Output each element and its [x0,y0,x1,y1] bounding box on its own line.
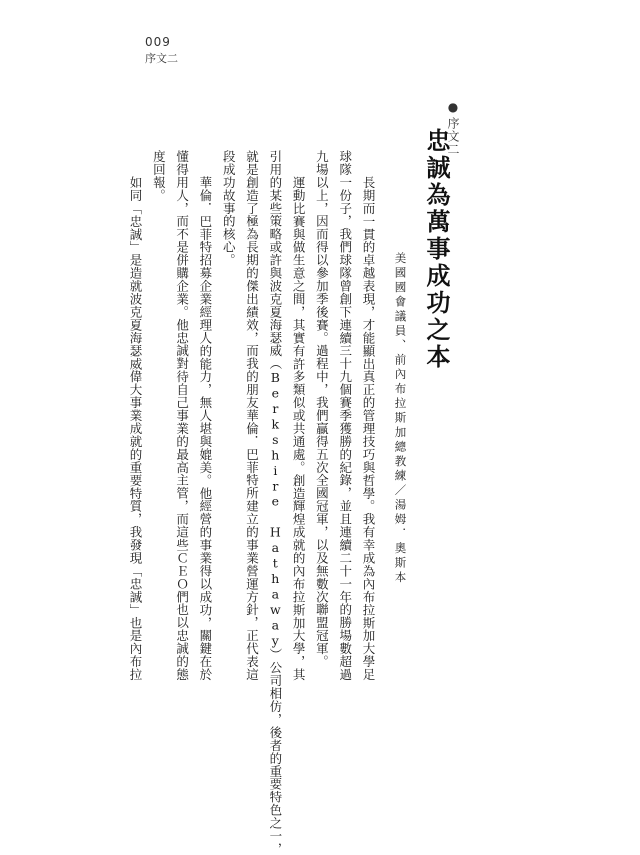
section-bullet-icon: ● [446,100,460,115]
body-column: 運動比賽與做生意之間，其實有許多類似或共通處。創造輝煌成就的內布拉斯加大學，其 [291,176,307,682]
author-byline: 美國國會議員、前內布拉斯加總教練／湯姆．奧斯本 [393,252,408,586]
body-column: 就是創造了極為長期的傑出績效，而我的朋友華倫．巴菲特所建立的事業營運方針，正代表這 [244,150,260,681]
running-head: 序文二 [145,52,178,65]
body-column: 九場以上，因而得以參加季後賽。過程中，我們贏得五次全國冠軍，以及無數次聯盟冠軍。 [314,150,330,668]
body-column: 華倫．巴菲特招募企業經理人的能力，無人堪與媲美。他經營的事業得以成功，關鍵在於 [197,176,213,682]
body-column: 段成功故事的核心。 [221,150,237,267]
chapter-title: 忠誠為萬事成功之本 [422,128,451,371]
body-column: 長期而一貫的卓越表現，才能顯出真正的管理技巧與哲學。我有幸成為內布拉斯加大學足 [361,176,376,682]
body-column: 懂得用人，而不是併購企業。他忠誠對待自己事業的最高主管，而這些ＣＥＯ們也以忠誠的態 [174,150,190,681]
body-column: 球隊一份子，我們球隊曾創下連續三十九個賽季獲勝的紀錄，並且連續二十一年的勝場數超過 [337,150,353,681]
section-label-text: 序文二 [446,117,460,156]
body-column: 度回報。 [151,150,167,202]
body-column: 如同「忠誠」是造就波克夏海瑟威偉大事業成就的重要特質，我發現「忠誠」也是內布拉 [128,176,144,682]
body-column: 引用的某些策略或許與波克夏海瑟威（Berkshire Hathaway）公司相仿，後者的重要特色之一， [267,150,283,855]
body-text [122,150,378,855]
page-number: 009 [145,35,171,49]
